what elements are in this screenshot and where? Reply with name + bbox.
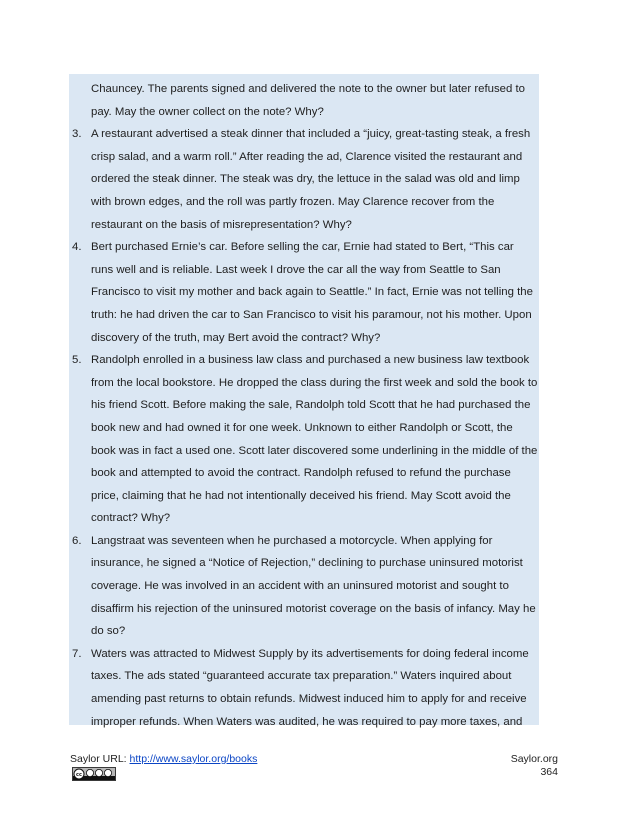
question-text: Bert purchased Ernie’s car. Before selling the car, Ernie had stated to Bert, “This car runs well and is reliable. Last week I drove the car all the way from Seattle to San Francisco to visit my mother and back again to Seattle.” In fact, Ernie was not telling the truth: he had driven the car to San Francisco to visit his paramour, not his mother. Upon discovery of the truth, may Bert avoid the contract? Why? [91, 241, 533, 344]
list-item [70, 78, 539, 123]
question-number: 3. [72, 128, 82, 141]
question-text: Randolph enrolled in a business law class and purchased a new business law textbook from the local bookstore. He dropped the class during the first week and sold the book to his friend Scott. Before making the sale, Randolph told Scott that he had purchased the book new and had owned it for one week. Unknown to either Randolph or Scott, the book was in fact a used one. Scott later discovered some underlining in the middle of the book and attempted to avoid the contract. Randolph refused to refund the purchase price, claiming that he had not intentionally deceived his friend. May Scott avoid the contract? Why? [91, 354, 538, 525]
cc-license-graphic [73, 768, 115, 780]
question-text: A restaurant advertised a steak dinner that included a “juicy, great-tasting steak, a fresh crisp salad, and a warm roll.” After reading the ad, Clarence visited the restaurant and ordered the steak dinner. The steak was dry, the lettuce in the salad was old and limp with brown edges, and the roll was partly frozen. May Clarence recover from the restaurant on the basis of misrepresentation? Why? [91, 128, 531, 231]
question-number: 6. [72, 534, 82, 547]
list-item [70, 236, 539, 349]
svg-text:cc: cc [76, 772, 82, 778]
cc-by-nc-sa-icon [72, 767, 116, 781]
saylor-books-link[interactable]: http://www.saylor.org/books [129, 753, 258, 765]
question-number: 7. [72, 647, 82, 660]
list-item [70, 530, 539, 643]
question-number: 5. [72, 354, 82, 367]
list-item [70, 123, 539, 236]
question-number: 4. [72, 241, 82, 254]
footer-site: Saylor.org [510, 753, 558, 765]
footer-site-info [511, 753, 558, 779]
list-item [70, 349, 539, 530]
footer-url-label: Saylor URL: [70, 753, 130, 765]
list-item [70, 643, 539, 733]
question-text: Waters was attracted to Midwest Supply by its advertisements for doing federal income taxes. The ads stated “guaranteed accurate tax preparation.” Waters inquired about amending past returns to obtain refunds. Midwest induced him to apply for and receive improper refunds. When Waters was audited, he was required to pay more taxes, and [91, 647, 529, 728]
question-list [70, 78, 539, 733]
question-text: Chauncey. The parents signed and delivered the note to the owner but later refused to pay. May the owner collect on the note? Why? [91, 83, 525, 118]
page-number: 364 [540, 766, 558, 778]
question-text: Langstraat was seventeen when he purchased a motorcycle. When applying for insurance, he signed a “Notice of Rejection,” declining to purchase uninsured motorist coverage. He was involved in an accident with an uninsured motorist and sought to disaffirm his rejection of the uninsured motorist coverage on the basis of infancy. May he do so? [91, 534, 536, 638]
footer-url [70, 753, 257, 766]
